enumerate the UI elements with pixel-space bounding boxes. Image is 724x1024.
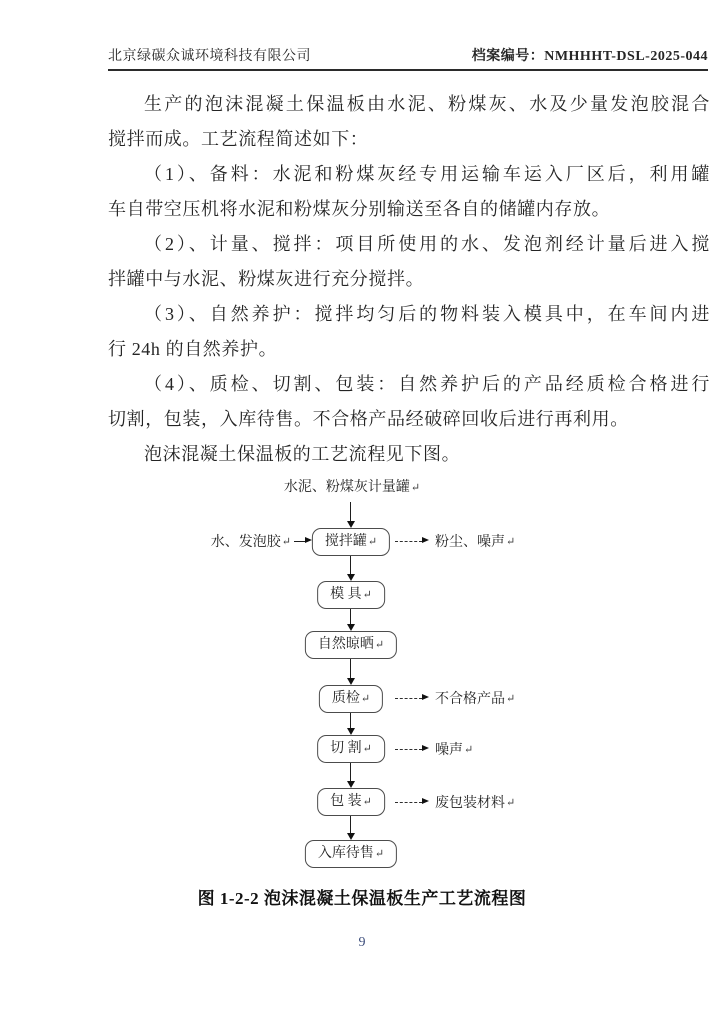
flow-node-quality-check: 质检↵	[319, 685, 383, 713]
flow-output-rejects: 不合格产品 ↵	[395, 688, 515, 708]
body-line: 拌罐中与水泥、粉煤灰进行充分搅拌。	[108, 269, 425, 289]
body-line: 搅拌而成。工艺流程简述如下：	[108, 129, 369, 149]
paragraph-mark: ↵	[464, 743, 474, 756]
body-line: 行 24h 的自然养护。	[108, 339, 278, 359]
flow-input-water-foam: 水、发泡胶 ↵	[211, 531, 306, 551]
flow-node-packing: 包 装↵	[317, 788, 385, 816]
header-doc-number: 档案编号：NMHHHT-DSL-2025-044	[471, 49, 708, 64]
paragraph-mark: ↵	[362, 589, 372, 601]
down-arrow	[350, 502, 351, 521]
dashed-right-arrow	[395, 698, 422, 699]
paragraph-mark: ↵	[506, 796, 516, 809]
down-arrow	[350, 713, 351, 728]
page-number: 9	[358, 935, 366, 950]
down-arrow	[350, 816, 351, 833]
header-company-name: 北京绿碳众诚环境科技有限公司	[108, 49, 311, 64]
body-line: 泡沫混凝土保温板的工艺流程见下图。	[144, 444, 461, 464]
figure-caption: 图 1-2-2 泡沫混凝土保温板生产工艺流程图	[197, 889, 527, 908]
paragraph-mark: ↵	[374, 848, 385, 860]
body-line: 生产的泡沫混凝土保温板由水泥、粉煤灰、水及少量发泡胶混合	[144, 94, 710, 114]
flow-node-cutting: 切 割↵	[317, 735, 385, 763]
down-arrow	[350, 556, 351, 574]
flow-output-dust-noise: 粉尘、噪声 ↵	[395, 531, 515, 551]
paragraph-mark: ↵	[367, 536, 378, 548]
dashed-right-arrow	[395, 802, 422, 803]
flow-source-label: 水泥、粉煤灰计量罐↵	[283, 480, 421, 495]
body-line: 切割，包装，入库待售。不合格产品经破碎回收后进行再利用。	[108, 409, 629, 429]
flow-output-noise: 噪声 ↵	[395, 739, 473, 759]
flow-node-mold: 模 具↵	[317, 581, 385, 609]
process-flowchart	[0, 476, 724, 868]
right-arrow	[294, 541, 305, 542]
paragraph-mark: ↵	[362, 743, 372, 755]
paragraph-mark: ↵	[281, 535, 291, 548]
body-line: （1）、备料：水泥和粉煤灰经专用运输车运入厂区后，利用罐	[144, 164, 710, 184]
down-arrow	[350, 609, 351, 624]
paragraph-mark: ↵	[506, 692, 516, 705]
body-line: （4）、质检、切割、包装：自然养护后的产品经质检合格进行	[144, 374, 710, 394]
dashed-right-arrow	[395, 541, 422, 542]
dashed-right-arrow	[395, 749, 422, 750]
down-arrow	[350, 763, 351, 781]
down-arrow	[350, 659, 351, 678]
flow-node-mixing-tank: 搅拌罐↵	[312, 528, 390, 556]
body-line: （2）、计量、搅拌：项目所使用的水、发泡剂经计量后进入搅	[144, 234, 710, 254]
flow-output-waste-packaging: 废包装材料 ↵	[395, 792, 515, 812]
paragraph-mark: ↵	[362, 796, 372, 808]
page-header	[108, 0, 708, 71]
flow-node-natural-drying: 自然晾晒↵	[305, 631, 397, 659]
body-line: 车自带空压机将水泥和粉煤灰分别输送至各自的储罐内存放。	[108, 199, 611, 219]
body-text	[108, 87, 710, 472]
paragraph-mark: ↵	[410, 482, 421, 494]
body-line: （3）、自然养护：搅拌均匀后的物料装入模具中，在车间内进	[144, 304, 710, 324]
paragraph-mark: ↵	[360, 693, 371, 705]
paragraph-mark: ↵	[506, 535, 516, 548]
flow-node-warehouse: 入库待售↵	[305, 840, 397, 868]
paragraph-mark: ↵	[374, 639, 385, 651]
